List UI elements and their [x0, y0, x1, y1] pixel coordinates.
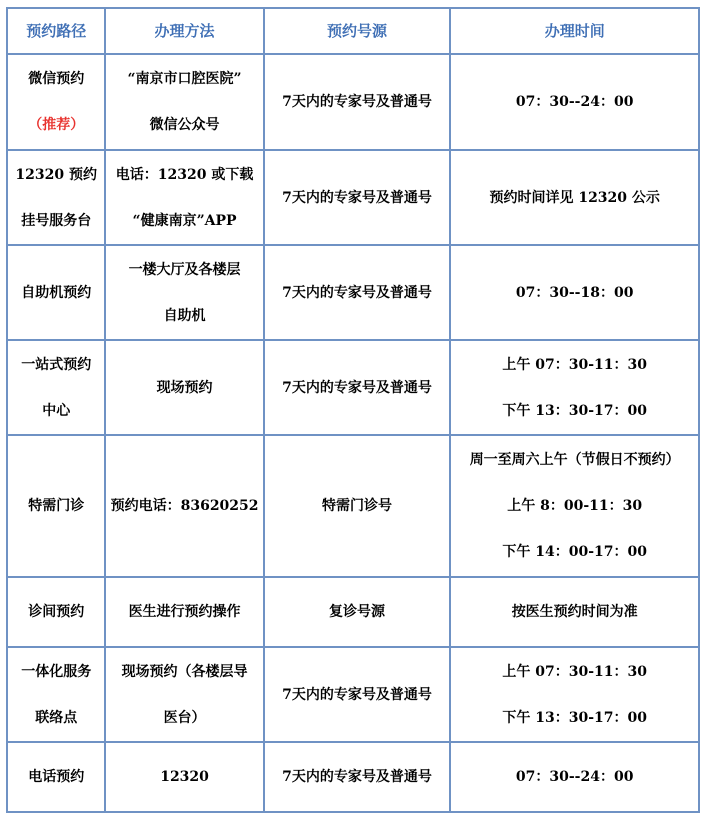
- method-line: 电话：12320 或下载: [115, 166, 254, 183]
- path-line: 电话预约: [28, 769, 85, 785]
- method-cell: [105, 245, 263, 340]
- time-line: 下午 13：30-17：00: [502, 402, 647, 419]
- path-line: 挂号服务台: [21, 212, 92, 229]
- header-source: 预约号源: [264, 8, 451, 54]
- source-cell: 特需门诊号: [264, 435, 451, 577]
- method-cell: [105, 340, 263, 435]
- method-line: 一楼大厅及各楼层: [128, 261, 241, 278]
- time-line: 上午 07：30-11：30: [502, 663, 647, 680]
- time-cell: [450, 435, 699, 577]
- appointment-table: [6, 7, 700, 813]
- source-cell: 7天内的专家号及普通号: [264, 150, 451, 245]
- time-cell: [450, 150, 699, 245]
- method-line: 现场预约（各楼层导: [121, 663, 248, 680]
- time-cell: [450, 340, 699, 435]
- header-time: 办理时间: [450, 8, 699, 54]
- time-line: 上午 07：30-11：30: [502, 356, 647, 373]
- method-cell: [105, 435, 263, 577]
- table-row: [7, 435, 699, 577]
- table-row: [7, 742, 699, 812]
- method-line: 自助机: [163, 307, 206, 324]
- time-cell: [450, 647, 699, 742]
- path-cell: [7, 577, 105, 647]
- method-cell: [105, 647, 263, 742]
- table-row: [7, 340, 699, 435]
- method-cell: [105, 742, 263, 812]
- header-row: [7, 8, 699, 54]
- path-cell: [7, 245, 105, 340]
- source-cell: 7天内的专家号及普通号: [264, 245, 451, 340]
- time-line: 下午 13：30-17：00: [502, 709, 647, 726]
- path-line: 自助机预约: [21, 284, 92, 301]
- time-line: 07：30--24：00: [515, 94, 634, 110]
- time-cell: [450, 245, 699, 340]
- source-cell: 7天内的专家号及普通号: [264, 742, 451, 812]
- header-method: 办理方法: [105, 8, 263, 54]
- method-line: 预约电话：83620252: [110, 498, 259, 514]
- method-line: 微信公众号: [149, 117, 220, 133]
- path-line: 联络点: [35, 709, 78, 726]
- path-line: 12320 预约: [15, 166, 97, 183]
- path-line: 中心: [42, 402, 71, 419]
- table-row: [7, 54, 699, 150]
- time-line: 周一至周六上午（节假日不预约）: [469, 452, 680, 468]
- source-cell: 7天内的专家号及普通号: [264, 340, 451, 435]
- method-line: 现场预约: [156, 379, 213, 396]
- time-cell: [450, 742, 699, 812]
- time-line: 预约时间详见 12320 公示: [489, 189, 660, 206]
- path-cell: [7, 435, 105, 577]
- path-line: 一站式预约: [21, 356, 92, 373]
- time-line: 下午 14：00-17：00: [502, 544, 647, 560]
- path-cell: [7, 742, 105, 812]
- method-cell: [105, 150, 263, 245]
- path-line: 诊间预约: [28, 604, 85, 620]
- time-cell: [450, 54, 699, 150]
- method-line: “健康南京”APP: [132, 212, 237, 229]
- time-line: 07：30--18：00: [515, 284, 634, 301]
- time-cell: [450, 577, 699, 647]
- table-row: [7, 245, 699, 340]
- time-line: 07：30--24：00: [515, 769, 634, 785]
- table-row: [7, 150, 699, 245]
- path-cell: [7, 150, 105, 245]
- method-line: “南京市口腔医院”: [127, 71, 242, 87]
- header-path: 预约路径: [7, 8, 105, 54]
- source-cell: 7天内的专家号及普通号: [264, 647, 451, 742]
- path-line: 一体化服务: [21, 663, 92, 680]
- path-cell: [7, 54, 105, 150]
- path-cell: [7, 340, 105, 435]
- method-line: 医生进行预约操作: [128, 604, 241, 620]
- table-row: [7, 577, 699, 647]
- path-line: 微信预约: [28, 71, 85, 87]
- table-row: [7, 647, 699, 742]
- method-line: 12320: [160, 769, 209, 785]
- time-line: 上午 8：00-11：30: [507, 498, 643, 514]
- recommend-label: （推荐）: [28, 117, 85, 133]
- source-cell: 复诊号源: [264, 577, 451, 647]
- time-line: 按医生预约时间为准: [511, 604, 638, 620]
- source-cell: 7天内的专家号及普通号: [264, 54, 451, 150]
- path-line: 特需门诊: [28, 498, 85, 514]
- method-line: 医台）: [163, 709, 206, 726]
- path-cell: [7, 647, 105, 742]
- method-cell: [105, 54, 263, 150]
- method-cell: [105, 577, 263, 647]
